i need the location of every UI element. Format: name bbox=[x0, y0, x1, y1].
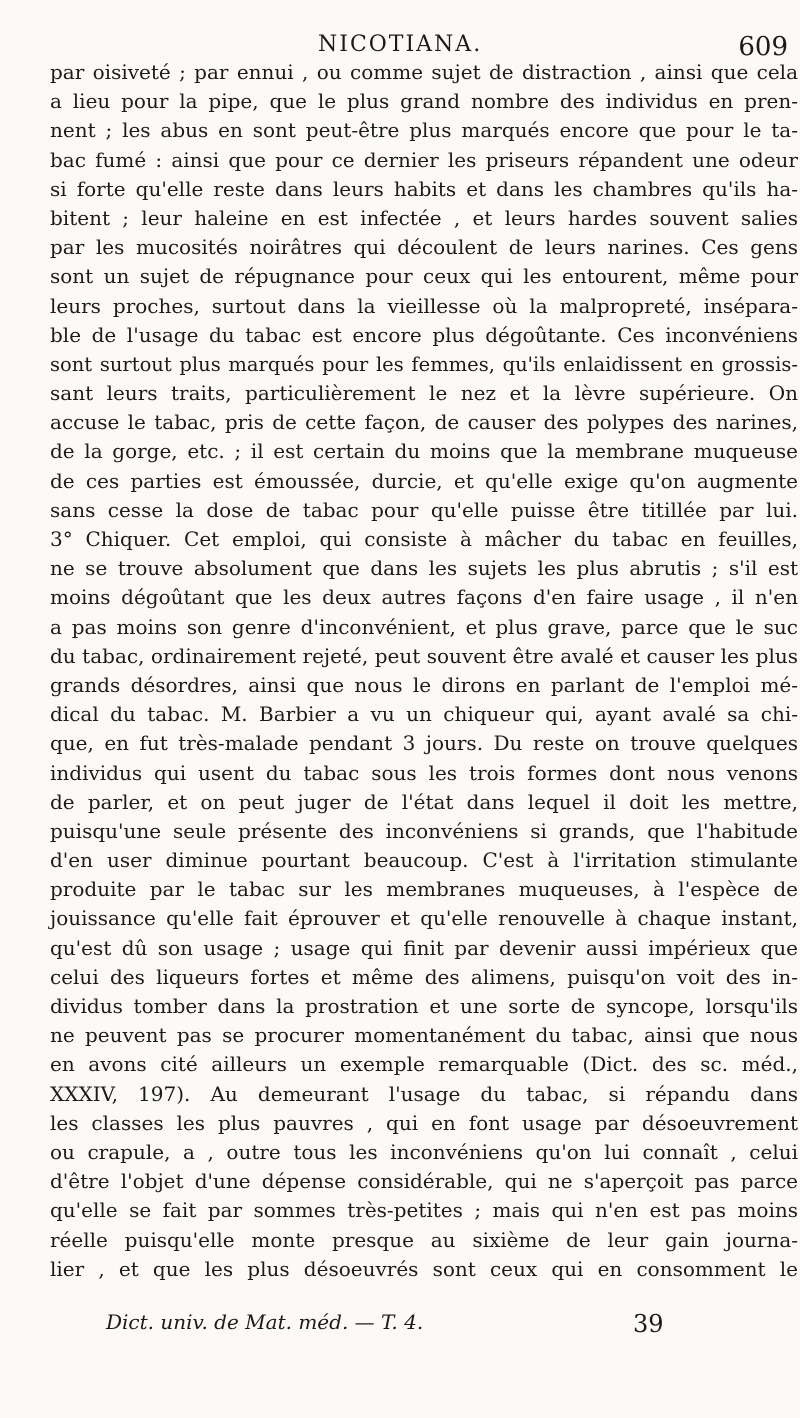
text-line: sont surtout plus marqués pour les femmes, qu'ils enlaidissent en grossis- bbox=[50, 352, 798, 376]
text-line: les classes les plus pauvres , qui en font usage par désoeuvrement bbox=[50, 1110, 798, 1135]
text-line: de la gorge, etc. ; il est certain du moins que la membrane muqueuse bbox=[50, 439, 798, 464]
text-line: lier , et que les plus désoeuvrés sont ceux qui en consomment le bbox=[50, 1256, 798, 1281]
text-line: bitent ; leur haleine en est infectée , et leurs hardes souvent salies bbox=[50, 205, 798, 230]
text-line: d'en user diminue pourtant beaucoup. C'est à l'irritation stimulante bbox=[50, 848, 798, 873]
text-line: jouissance qu'elle fait éprouver et qu'elle renouvelle à chaque instant, bbox=[50, 906, 798, 931]
text-line: de ces parties est émoussée, durcie, et qu'elle exige qu'on augmente bbox=[50, 468, 798, 493]
text-line: nent ; les abus en sont peut-être plus marqués encore que pour le ta- bbox=[50, 118, 798, 143]
text-line: qu'est dû son usage ; usage qui finit par devenir aussi impérieux que bbox=[50, 935, 798, 960]
text-line: par oisiveté ; par ennui , ou comme sujet de distraction , ainsi que cela bbox=[50, 60, 798, 84]
text-line: 3° Chiquer. Cet emploi, qui consiste à mâcher du tabac en feuilles, bbox=[50, 527, 798, 551]
text-line: ble de l'usage du tabac est encore plus dégoûtante. Ces inconvéniens bbox=[50, 322, 798, 347]
text-line: sans cesse la dose de tabac pour qu'elle puisse être titillée par lui. bbox=[50, 497, 798, 522]
text-line: ne peuvent pas se procurer momentanément du tabac, ainsi que nous bbox=[50, 1023, 798, 1048]
signature-mark: Dict. univ. de Mat. méd. — T. 4. bbox=[106, 1310, 424, 1334]
text-line: ne se trouve absolument que dans les sujets les plus abrutis ; s'il est bbox=[50, 556, 798, 581]
text-line: a pas moins son genre d'inconvénient, et plus grave, parce que le suc bbox=[50, 614, 798, 639]
text-line: moins dégoûtant que les deux autres façons d'en faire usage , il n'en bbox=[50, 585, 798, 610]
text-line: grands désordres, ainsi que nous le dirons en parlant de l'emploi mé- bbox=[50, 672, 798, 697]
text-line: si forte qu'elle reste dans leurs habits et dans les chambres qu'ils ha- bbox=[50, 176, 798, 201]
page-number: 609 bbox=[738, 32, 788, 62]
text-line: a lieu pour la pipe, que le plus grand nombre des individus en pren- bbox=[50, 89, 798, 114]
running-title: NICOTIANA. bbox=[318, 32, 483, 57]
text-line: sant leurs traits, particulièrement le nez et la lèvre supérieure. On bbox=[50, 381, 798, 406]
text-line: de parler, et on peut juger de l'état dans lequel il doit les mettre, bbox=[50, 789, 798, 814]
text-line: que, en fut très-malade pendant 3 jours. Du reste on trouve quelques bbox=[50, 731, 798, 756]
text-line: sont un sujet de répugnance pour ceux qui les entourent, même pour bbox=[50, 264, 798, 289]
text-line: leurs proches, surtout dans la vieillesse où la malpropreté, insépara- bbox=[50, 293, 798, 318]
text-line: dividus tomber dans la prostration et une sorte de syncope, lorsqu'ils bbox=[50, 994, 798, 1018]
text-line: puisqu'une seule présente des inconvéniens si grands, que l'habitude bbox=[50, 818, 798, 843]
text-line: bac fumé : ainsi que pour ce dernier les priseurs répandent une odeur bbox=[50, 147, 798, 172]
text-line: individus qui usent du tabac sous les trois formes dont nous venons bbox=[50, 760, 798, 785]
text-line: d'être l'objet d'une dépense considérable, qui ne s'aperçoit pas parce bbox=[50, 1169, 798, 1194]
text-line: du tabac, ordinairement rejeté, peut souvent être avalé et causer les plus bbox=[50, 643, 798, 668]
text-line: réelle puisqu'elle monte presque au sixième de leur gain journa- bbox=[50, 1227, 798, 1252]
text-line: produite par le tabac sur les membranes muqueuses, à l'espèce de bbox=[50, 877, 798, 902]
body-text bbox=[50, 58, 798, 1284]
text-line: qu'elle se fait par sommes très-petites ; mais qui n'en est pas moins bbox=[50, 1198, 798, 1223]
folio-mark: 39 bbox=[633, 1310, 664, 1338]
text-line: par les mucosités noirâtres qui découlent de leurs narines. Ces gens bbox=[50, 235, 798, 260]
text-line: accuse le tabac, pris de cette façon, de causer des polypes des narines, bbox=[50, 410, 798, 435]
text-line: dical du tabac. M. Barbier a vu un chiqueur qui, ayant avalé sa chi- bbox=[50, 702, 798, 727]
text-line: celui des liqueurs fortes et même des alimens, puisqu'on voit des in- bbox=[50, 964, 798, 989]
text-line: ou crapule, a , outre tous les inconvéniens qu'on lui connaît , celui bbox=[50, 1139, 798, 1164]
page-footer bbox=[0, 1310, 800, 1350]
text-line: XXXIV, 197). Au demeurant l'usage du tabac, si répandu dans bbox=[50, 1081, 798, 1106]
text-line: en avons cité ailleurs un exemple remarquable (Dict. des sc. méd., bbox=[50, 1052, 798, 1077]
